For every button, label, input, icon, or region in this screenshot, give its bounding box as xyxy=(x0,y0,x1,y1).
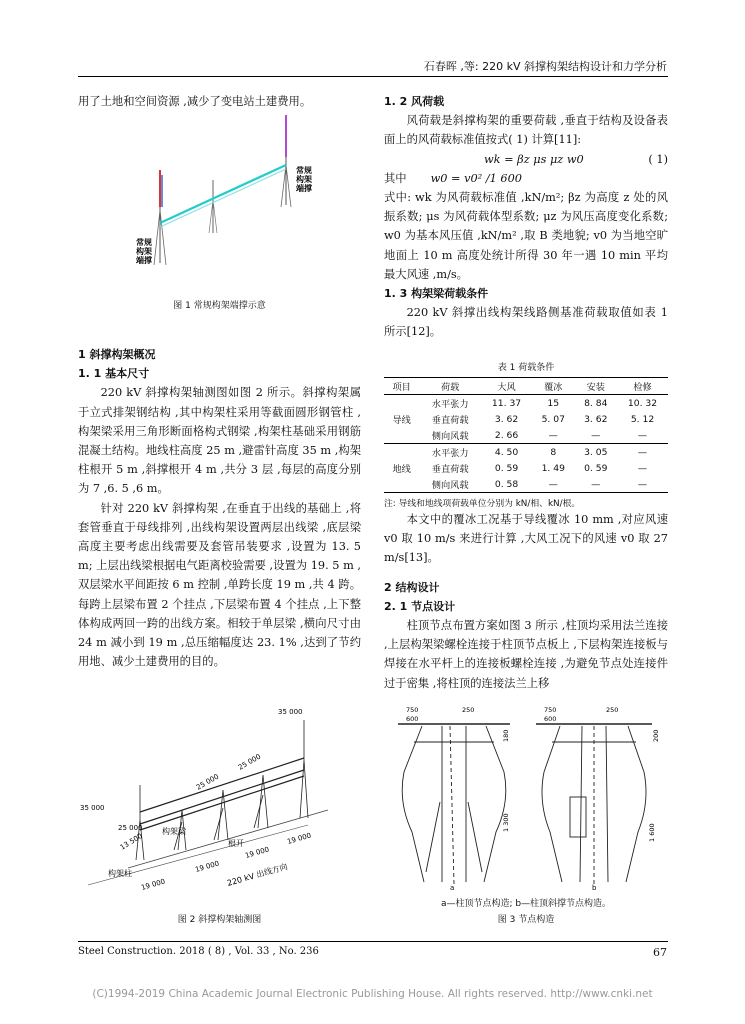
eq2-body: w0 = v0² /1 600 xyxy=(430,171,522,185)
cell: 5. 12 xyxy=(630,413,655,425)
fig1-middle-tower xyxy=(209,180,217,233)
cell: 11. 37 xyxy=(491,397,522,409)
right-body-top xyxy=(384,92,668,342)
cell: 3. 62 xyxy=(584,413,608,425)
para-wind: 风荷载是斜撑构架的重要荷载 ,垂直于结构及设备表面上的风荷载标准值按式( 1) 计算[11]: xyxy=(384,114,668,147)
th-ice: 覆冰 xyxy=(544,382,563,393)
table-row xyxy=(384,460,668,476)
sec1-title: 1 斜撑构架概况 xyxy=(78,348,156,361)
cell: — xyxy=(637,462,648,474)
cell: 水平张力 xyxy=(431,399,469,410)
fig3-caption: 图 3 节点构造 xyxy=(497,915,555,925)
para-basic-size: 220 kV 斜撑构架轴测图如图 2 所示。斜撑构架属于立式排架钢结构 ,其中构架柱采用等截面圆形钢管柱 ,构架梁采用三角形断面格构式钢梁 ,构架柱基础采用钢筋混凝土结构。地线柱高度 25 m ,避雷针高度 35 m ,构架柱根开 5 m ,斜撑根开 4 m ,共分 3 层 ,每层的高度分别为 7 ,6. 5 ,6 m。 xyxy=(78,386,361,496)
table-row xyxy=(384,427,668,444)
fig2-dim-3: 25 000 xyxy=(195,772,221,792)
para-beam-load: 220 kV 斜撑出线构架线路侧基准荷载取值如表 1 所示[12]。 xyxy=(384,306,668,339)
figure-2 xyxy=(78,700,361,900)
fig1-label-right: 常规构架端撑 xyxy=(296,166,312,193)
th-load: 荷载 xyxy=(440,382,460,393)
eq1-body: wk = βz μs μz w0 xyxy=(484,152,584,166)
cell: 侧向风载 xyxy=(431,480,469,491)
footer-rule xyxy=(78,941,668,942)
cell: — xyxy=(617,444,668,461)
left-body xyxy=(78,345,361,671)
cell: 2. 66 xyxy=(494,429,519,441)
cell: — xyxy=(637,478,648,490)
fig3b-dim-1: 250 xyxy=(606,706,619,714)
sec12-title: 1. 2 风荷载 xyxy=(384,95,445,108)
fig3a-label: a xyxy=(450,884,455,892)
fig1-right-tower xyxy=(281,115,291,207)
cell: 1. 49 xyxy=(541,462,565,474)
cell: — xyxy=(591,429,601,441)
fig2-dim-6: 19 000 xyxy=(140,877,167,892)
th-wind: 大风 xyxy=(497,382,516,393)
para-node: 柱顶节点布置方案如图 3 所示 ,柱顶均采用法兰连接 ,上层构架梁螺栓连接于柱顶节点板上 ,下层构架连接板与焊接在水平杆上的连接板螺栓连接 ,为避免节点处连接件过于密集 ,将柱顶的连接法兰上移 xyxy=(384,619,668,690)
sec11-title: 1. 1 基本尺寸 xyxy=(78,367,150,381)
fig3b-dim-4: 1 600 xyxy=(648,823,656,842)
para-ice: 本文中的覆冰工况基于导线覆冰 10 mm ,对应风速 v0 取 10 m/s 来进行计算 ,大风工况下的风速 v0 取 27 m/s[13]。 xyxy=(384,513,668,565)
running-title: 石春晖 ,等: 220 kV 斜撑构架结构设计和力学分析 xyxy=(423,60,667,73)
fig1-left-tower xyxy=(154,170,166,265)
fig2-dim-9: 19 000 xyxy=(286,831,313,846)
cell: — xyxy=(548,429,558,441)
fig2-dim-2: 13 500 xyxy=(118,831,144,852)
figure-3 xyxy=(384,702,668,892)
equation-1 xyxy=(384,150,668,169)
cell: — xyxy=(548,478,558,490)
th-install: 安装 xyxy=(586,382,605,393)
fig2-label-column: 构架柱 xyxy=(108,869,132,878)
table-row xyxy=(384,476,668,493)
cell: 4. 50 xyxy=(481,444,532,461)
fig3b-dim-2: 600 xyxy=(544,715,557,723)
header-rule xyxy=(78,76,668,77)
para-layout: 针对 220 kV 斜撑构架 ,在垂直于出线的基础上 ,将套管垂直于母线排列 ,出线构架设置两层出线梁 ,底层梁高度主要考虑出线需要及套管吊装要求 ,设置为 13. 5 m; 上层出线梁根据电气距离校验需要 ,设置为 19. 5 m ,双层梁水平间距按 6 m 控制 ,单跨长度 19 m ,共 4 跨。每跨上层梁布置 2 个挂点 ,下层梁布置 4 个挂点 ,上下整体构成两回一跨的出线方案。相较于单层梁 ,横向尺寸由 24 m 减小到 19 m ,总压缩幅度达 23. 1% ,达到了节约用地、减少土建费用的目的。 xyxy=(78,501,361,669)
table-row xyxy=(384,411,668,427)
eq1-number: ( 1) xyxy=(648,152,668,166)
table1-title: 表 1 荷载条件 xyxy=(497,363,555,373)
journal-info: Steel Construction. 2018 ( 8) , Vol. 33 , No. 236 xyxy=(78,946,319,957)
th-item: 项目 xyxy=(392,382,411,393)
fig3b-dims xyxy=(544,706,660,842)
table-row xyxy=(384,395,668,412)
fig2-towers xyxy=(136,720,308,860)
fig3a-dim-2: 600 xyxy=(406,715,419,723)
cell: — xyxy=(637,429,648,441)
left-intro xyxy=(78,92,361,111)
fig3-subcaption: a—柱顶节点构造; b—柱顶斜撑节点构造。 xyxy=(440,899,612,909)
table-header-row xyxy=(384,378,668,395)
table1-note: 注: 导线和地线项荷载单位分别为 kN/相、kN/根。 xyxy=(384,499,581,509)
sec21-title: 2. 1 节点设计 xyxy=(384,599,456,613)
fig2-dim-4: 25 000 xyxy=(237,752,263,772)
cell: 水平张力 xyxy=(419,444,481,461)
cell: 15 xyxy=(547,397,560,409)
cell: 8 xyxy=(532,444,575,461)
fig3a-drawing xyxy=(398,724,510,884)
group-name: 导线 xyxy=(392,415,411,426)
cell: 0. 59 xyxy=(584,462,608,474)
intro-line: 用了土地和空间资源 ,减少了变电站土建费用。 xyxy=(78,95,312,108)
fig2-caption: 图 2 斜撑构架轴测图 xyxy=(177,915,262,925)
cell: 垂直荷载 xyxy=(431,464,469,475)
table-row xyxy=(384,444,668,461)
fig3b-dim-0: 750 xyxy=(544,706,557,714)
fig2-dim-0: 35 000 xyxy=(80,804,105,812)
fig3a-dim-4: 1 300 xyxy=(502,813,510,832)
fig1-label-left: 常规构架端撑 xyxy=(136,238,152,265)
page-number: 67 xyxy=(653,946,667,959)
fig1-beam-lower xyxy=(160,169,286,227)
fig2-beams xyxy=(140,758,304,830)
fig3a-dim-1: 250 xyxy=(462,706,475,714)
cell: 0. 59 xyxy=(494,462,519,474)
th-repair: 检修 xyxy=(633,382,652,393)
fig2-dim-5: 35 000 xyxy=(278,708,303,716)
cell: 侧向风载 xyxy=(431,431,469,442)
fig2-label-spread: 根开 xyxy=(228,839,244,848)
cell: 0. 58 xyxy=(494,478,519,490)
figure-1 xyxy=(78,115,361,295)
load-table xyxy=(384,377,668,493)
fig2-dim-1: 25 000 xyxy=(118,824,143,832)
fig2-dim-7: 19 000 xyxy=(194,859,221,874)
cell: 8. 84 xyxy=(584,397,608,409)
fig1-beam-upper xyxy=(160,165,286,223)
cell: 10. 32 xyxy=(627,397,658,409)
cell: 3. 05 xyxy=(575,444,618,461)
fig3a-dim-0: 750 xyxy=(406,706,419,714)
fig3b-dim-3: 200 xyxy=(652,729,660,742)
fig1-caption: 图 1 常规构架端撑示意 xyxy=(173,301,266,311)
eq2-prefix: 其中 xyxy=(384,171,407,185)
cell: — xyxy=(591,478,601,490)
fig3b-label: b xyxy=(592,884,597,892)
table-1 xyxy=(384,360,668,509)
fig3a-dim-3: 180 xyxy=(502,729,510,742)
fig2-label-beam: 构架梁 xyxy=(162,827,186,836)
fig3a-dims xyxy=(406,706,510,832)
equation-2 xyxy=(384,169,668,188)
fig3b-drawing xyxy=(536,724,652,884)
right-body-mid xyxy=(384,510,668,693)
fig2-label-direction: 220 kV 出线方向 xyxy=(226,862,289,888)
cell: 3. 62 xyxy=(494,413,519,425)
sec13-title: 1. 3 构架梁荷载条件 xyxy=(384,287,489,301)
group-name: 地线 xyxy=(384,444,419,493)
cell: 垂直荷载 xyxy=(431,415,469,426)
para-symbols: 式中: wk 为风荷载标准值 ,kN/m²; βz 为高度 z 处的风振系数; μs 为风荷载体型系数; μz 为风压高度变化系数; w0 为基本风压值 ,kN/m² ,取 B 类地貌; v0 为当地空旷地面上 10 m 高度处统计所得 30 年一遇 10 min 平均最大风速 ,m/s。 xyxy=(384,191,668,281)
sec2-title: 2 结构设计 xyxy=(384,580,440,594)
cell: 5. 07 xyxy=(541,413,565,425)
copyright-notice: (C)1994-2019 China Academic Journal Electronic Publishing House. All rights reserved. http://www.cnki.net xyxy=(92,988,653,1000)
fig2-dim-8: 19 000 xyxy=(244,845,271,860)
